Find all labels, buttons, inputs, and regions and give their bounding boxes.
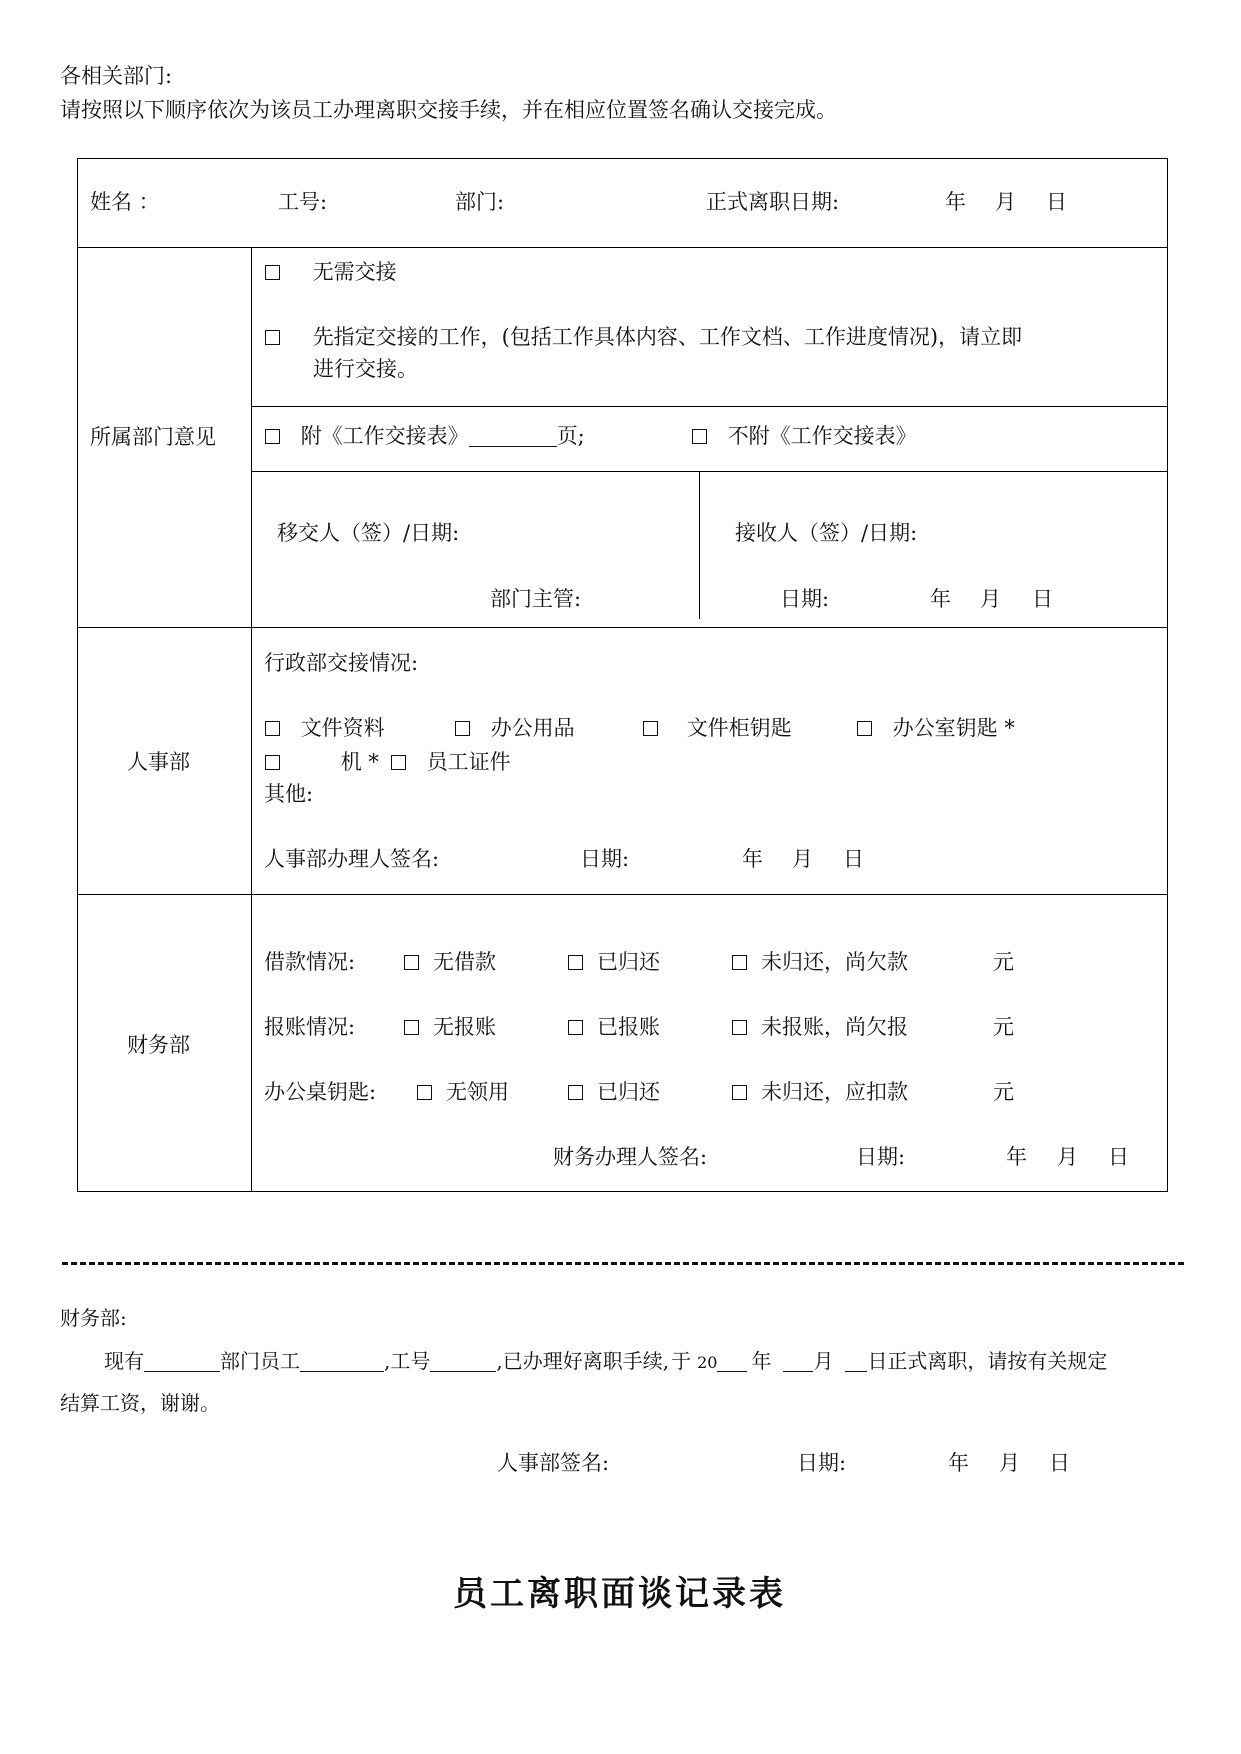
hr-item-supplies xyxy=(455,716,575,741)
hr-item-machine xyxy=(265,750,379,775)
sign-column-divider xyxy=(699,471,700,619)
option-label: 无报账 xyxy=(433,1015,496,1039)
checkbox[interactable] xyxy=(417,1085,432,1100)
option-label: 已报账 xyxy=(597,1015,660,1039)
id-blank[interactable] xyxy=(430,1351,496,1372)
checkbox[interactable] xyxy=(568,955,583,970)
reimb-opt-none xyxy=(404,1015,496,1040)
notice-addressee: 财务部: xyxy=(60,1306,127,1330)
loan-status-label: 借款情况: xyxy=(264,950,356,974)
notice-text: 于 xyxy=(671,1349,692,1373)
finance-signer-label: 财务办理人签名: xyxy=(553,1145,708,1169)
hr-item-id-card xyxy=(391,750,511,775)
option-label: 未归还，应扣款 xyxy=(761,1080,908,1104)
day-blank[interactable] xyxy=(845,1351,867,1372)
option-label: 无领用 xyxy=(446,1080,509,1104)
checkbox[interactable] xyxy=(568,1085,583,1100)
table-column-divider xyxy=(251,247,252,1192)
item-label: 文件资料 xyxy=(300,716,385,740)
checkbox[interactable] xyxy=(568,1020,583,1035)
option-attach-form xyxy=(265,424,585,449)
table-row-divider xyxy=(77,894,1168,895)
dept-blank[interactable] xyxy=(144,1351,220,1372)
hr-label: 人事部 xyxy=(127,750,190,774)
dept-manager-label: 部门主管: xyxy=(490,587,582,611)
item-label: 员工证件 xyxy=(426,750,511,774)
option-suffix: 页; xyxy=(556,424,585,448)
instruction-text: 请按照以下顺序依次为该员工办理离职交接手续，并在相应位置签名确认交接完成。 xyxy=(60,98,837,122)
desk-key-label: 办公桌钥匙: xyxy=(264,1080,377,1104)
option-no-attach xyxy=(692,424,917,449)
checkbox[interactable] xyxy=(404,1020,419,1035)
table-row-divider xyxy=(77,627,1168,628)
table-row-divider xyxy=(77,247,1168,248)
notice-text: ,已办理好离职手续, xyxy=(496,1349,670,1373)
key-opt-returned xyxy=(568,1080,660,1105)
hr-item-office-key xyxy=(857,716,1015,741)
notice-text: ,工号 xyxy=(384,1349,431,1373)
date-label: 日期: xyxy=(580,847,630,871)
hr-signature-label: 人事部签名: xyxy=(497,1451,610,1475)
checkbox[interactable] xyxy=(265,721,280,736)
year-label: 年 xyxy=(1006,1145,1027,1169)
checkbox[interactable] xyxy=(265,265,280,280)
key-opt-none xyxy=(417,1080,509,1105)
unit-yuan: 元 xyxy=(993,1015,1014,1039)
table-border-top xyxy=(77,158,1168,159)
notice-text: 日正式离职，请按有关规定 xyxy=(867,1349,1108,1373)
cut-line-divider xyxy=(62,1262,1184,1265)
addressee: 各相关部门: xyxy=(60,64,173,88)
hr-item-cabinet-key xyxy=(643,716,792,741)
month-label: 月 xyxy=(980,587,1001,611)
pages-blank[interactable] xyxy=(469,426,557,447)
key-opt-deduct xyxy=(732,1080,908,1105)
option-handover xyxy=(265,325,1022,350)
date-label: 日期: xyxy=(797,1451,847,1475)
option-label: 已归还 xyxy=(597,950,660,974)
checkbox[interactable] xyxy=(265,429,280,444)
day-label: 日 xyxy=(1032,587,1053,611)
checkbox[interactable] xyxy=(732,1085,747,1100)
option-handover-line2: 进行交接。 xyxy=(313,357,418,381)
department-label: 部门: xyxy=(455,190,505,214)
year-label: 年 xyxy=(742,847,763,871)
table-border-left xyxy=(77,158,78,1192)
day-label: 日 xyxy=(1049,1451,1070,1475)
option-label: 无需交接 xyxy=(312,260,397,284)
month-blank[interactable] xyxy=(783,1351,813,1372)
checkbox[interactable] xyxy=(732,955,747,970)
hr-item-docs xyxy=(265,716,385,741)
notice-paragraph-line1 xyxy=(104,1349,1107,1373)
notice-text: 年 xyxy=(751,1349,772,1373)
notice-text: 现有 xyxy=(104,1349,144,1373)
month-label: 月 xyxy=(792,847,813,871)
month-label: 月 xyxy=(1057,1145,1078,1169)
notice-text: 月 xyxy=(813,1349,834,1373)
year-blank[interactable] xyxy=(717,1351,747,1372)
checkbox[interactable] xyxy=(265,330,280,345)
option-label: 附《工作交接表》 xyxy=(300,424,469,448)
day-label: 日 xyxy=(843,847,864,871)
date-label: 日期: xyxy=(780,587,830,611)
checkbox[interactable] xyxy=(404,955,419,970)
hr-signer-label: 人事部办理人签名: xyxy=(264,847,440,871)
option-label: 不附《工作交接表》 xyxy=(727,424,917,448)
option-no-handover xyxy=(265,260,397,285)
option-label: 未报账，尚欠报 xyxy=(761,1015,908,1039)
handover-sign-label: 移交人（签）/日期: xyxy=(277,521,460,545)
admin-handover-title: 行政部交接情况: xyxy=(264,651,419,675)
unit-yuan: 元 xyxy=(993,1080,1014,1104)
exit-interview-title: 员工离职面谈记录表 xyxy=(453,1574,786,1614)
item-label: 机 * xyxy=(340,750,379,774)
day-label: 日 xyxy=(1108,1145,1129,1169)
loan-opt-none xyxy=(404,950,496,975)
year-label: 年 xyxy=(945,190,966,214)
dept-opinion-label: 所属部门意见 xyxy=(90,425,216,449)
table-subrow-divider xyxy=(252,406,1168,407)
checkbox[interactable] xyxy=(391,755,406,770)
year-label: 年 xyxy=(930,587,951,611)
checkbox[interactable] xyxy=(643,721,658,736)
unit-yuan: 元 xyxy=(993,950,1014,974)
checkbox[interactable] xyxy=(732,1020,747,1035)
day-label: 日 xyxy=(1046,190,1067,214)
option-label: 先指定交接的工作，(包括工作具体内容、工作文档、工作进度情况)，请立即 xyxy=(312,325,1023,349)
loan-opt-returned xyxy=(568,950,660,975)
notice-text: 20 xyxy=(697,1353,718,1372)
notice-paragraph-line2: 结算工资，谢谢。 xyxy=(60,1391,220,1415)
table-subrow-divider xyxy=(252,471,1168,472)
table-border-bottom xyxy=(77,1191,1168,1192)
employee-blank[interactable] xyxy=(300,1351,384,1372)
reimb-status-label: 报账情况: xyxy=(264,1015,356,1039)
date-label: 日期: xyxy=(856,1145,906,1169)
table-border-right xyxy=(1167,158,1168,1192)
loan-opt-owed xyxy=(732,950,908,975)
hr-other-label: 其他: xyxy=(264,782,314,806)
item-label: 办公用品 xyxy=(490,716,575,740)
employee-id-label: 工号: xyxy=(278,190,328,214)
year-label: 年 xyxy=(948,1451,969,1475)
checkbox[interactable] xyxy=(455,721,470,736)
checkbox[interactable] xyxy=(692,429,707,444)
option-label: 无借款 xyxy=(433,950,496,974)
notice-text: 部门员工 xyxy=(220,1349,300,1373)
month-label: 月 xyxy=(999,1451,1020,1475)
item-label: 文件柜钥匙 xyxy=(686,716,792,740)
receiver-sign-label: 接收人（签）/日期: xyxy=(735,521,918,545)
name-label: 姓名 ： xyxy=(90,190,160,214)
checkbox[interactable] xyxy=(857,721,872,736)
item-label: 办公室钥匙 * xyxy=(892,716,1015,740)
leave-date-label: 正式离职日期: xyxy=(706,190,840,214)
reimb-opt-owed xyxy=(732,1015,908,1040)
finance-label: 财务部 xyxy=(127,1033,190,1057)
option-label: 未归还，尚欠款 xyxy=(761,950,908,974)
reimb-opt-done xyxy=(568,1015,660,1040)
month-label: 月 xyxy=(995,190,1016,214)
checkbox[interactable] xyxy=(265,755,280,770)
option-label: 已归还 xyxy=(597,1080,660,1104)
